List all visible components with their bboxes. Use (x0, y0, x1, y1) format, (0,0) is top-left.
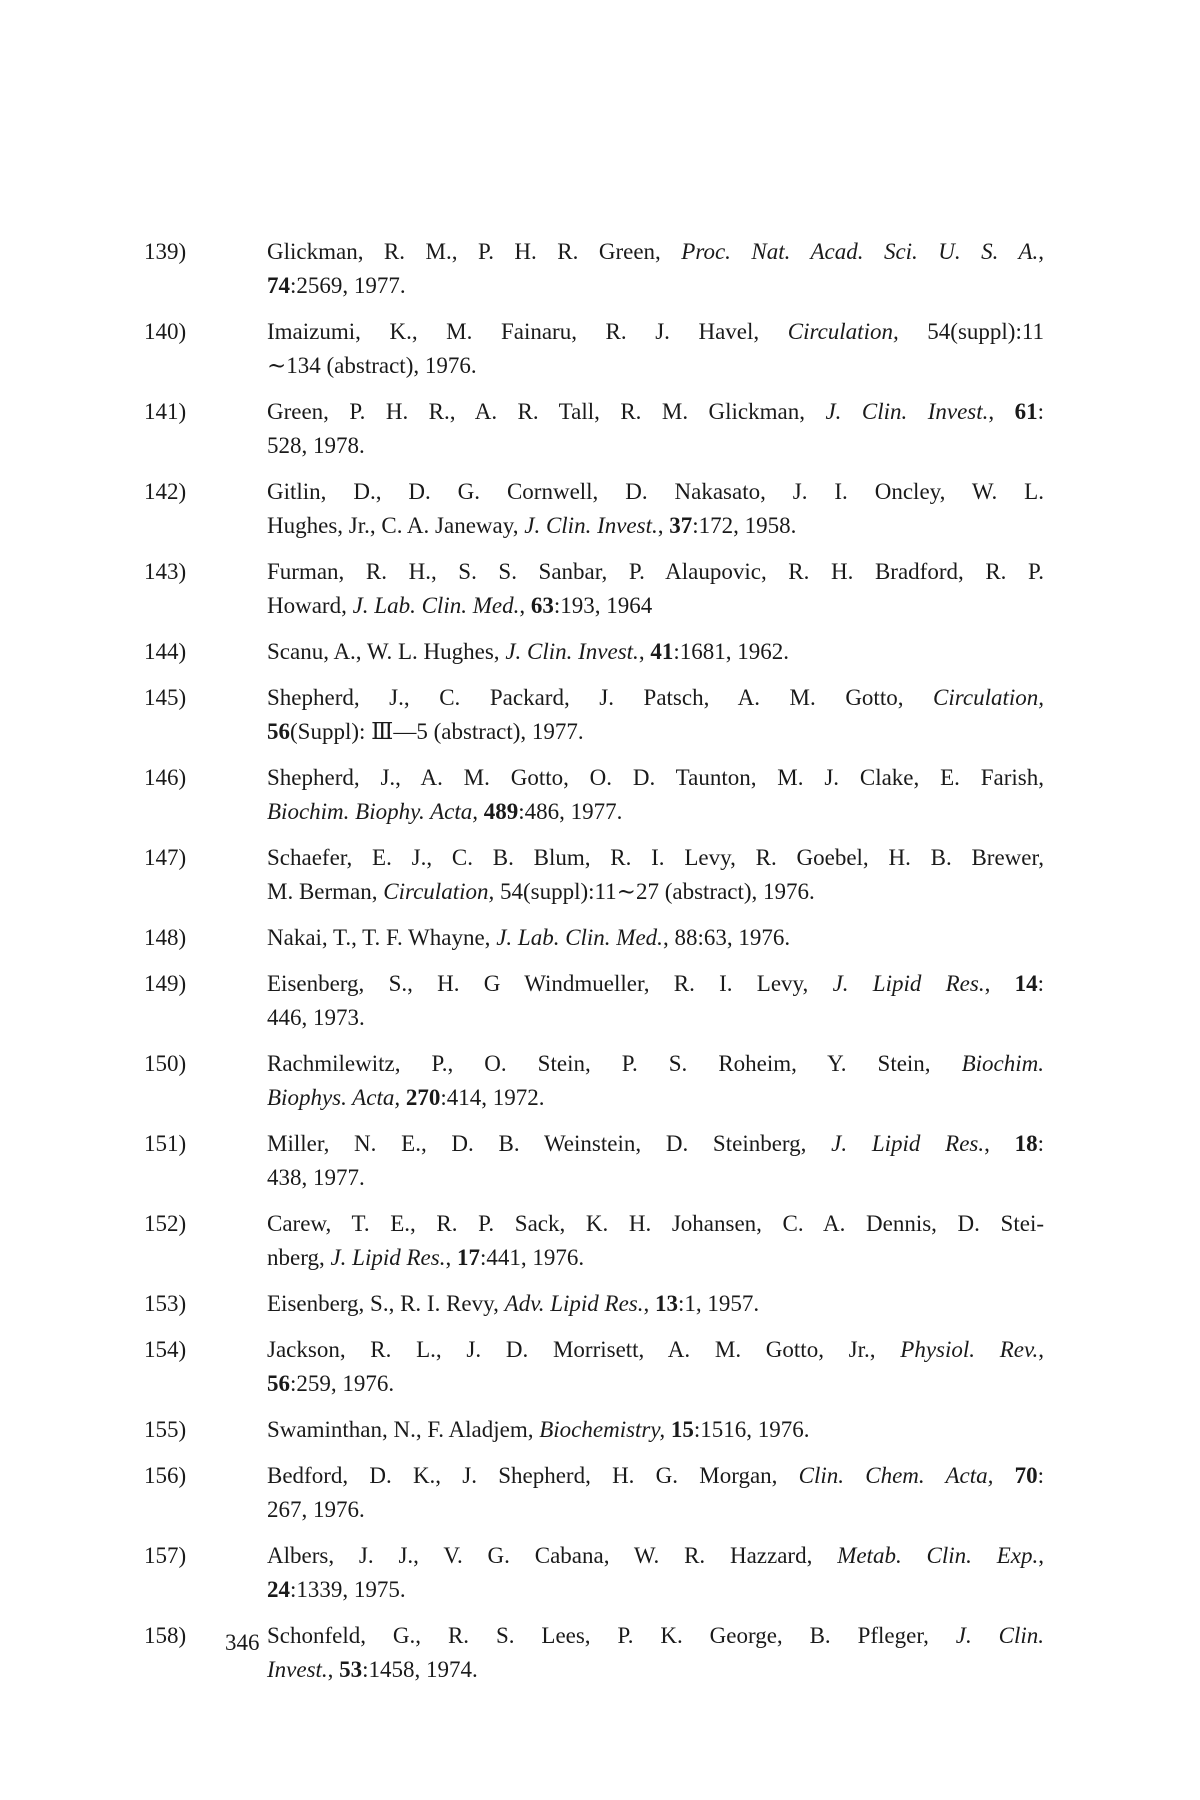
reference-volume: 17 (456, 1245, 480, 1270)
reference-item (144, 555, 1044, 623)
reference-italic-segment: Invest. (267, 1657, 328, 1682)
reference-line (267, 1127, 1044, 1161)
reference-item (144, 681, 1044, 749)
reference-text: , (519, 593, 531, 618)
reference-item (144, 635, 1044, 669)
reference-line (267, 1573, 1044, 1607)
reference-text: nberg, (267, 1245, 331, 1270)
reference-item (144, 475, 1044, 543)
reference-text: : (1037, 1131, 1045, 1156)
reference-text: :1, 1957. (678, 1291, 760, 1316)
reference-volume: 37 (669, 513, 693, 538)
reference-text: Shepherd, J., A. M. Gotto, O. D. Taunton, M. J. Clake, E. Farish, (267, 765, 1044, 790)
reference-text: :259, 1976. (290, 1371, 395, 1396)
reference-line (267, 1207, 1044, 1241)
reference-item (144, 841, 1044, 909)
reference-text: : (1037, 971, 1045, 996)
reference-text: :193, 1964 (553, 593, 653, 618)
reference-text: Eisenberg, S., H. G Windmueller, R. I. Levy, (267, 971, 833, 996)
reference-line (267, 395, 1044, 429)
reference-text: :1458, 1974. (362, 1657, 478, 1682)
reference-text: (Suppl): Ⅲ—5 (abstract), 1977. (290, 719, 584, 744)
reference-volume: 24 (267, 1577, 290, 1602)
reference-italic-segment: Circulation, (787, 319, 899, 344)
page-number: 346 (225, 1630, 260, 1655)
reference-volume: 56 (267, 719, 290, 744)
reference-number: 154) (144, 1337, 187, 1362)
reference-line (267, 1161, 1044, 1195)
reference-text: 528, 1978. (267, 433, 365, 458)
reference-number: 148) (144, 925, 187, 950)
reference-line (267, 315, 1044, 349)
reference-text: :1681, 1962. (673, 639, 789, 664)
reference-text: Imaizumi, K., M. Fainaru, R. J. Havel, (267, 319, 788, 344)
reference-volume: 63 (530, 593, 554, 618)
reference-item (144, 1127, 1045, 1195)
reference-italic-segment: Clin. Chem. Acta, (798, 1463, 994, 1488)
reference-text: :486, 1977. (518, 799, 623, 824)
reference-item (144, 395, 1045, 463)
reference-italic-segment: J. Lipid Res. (831, 1131, 985, 1156)
reference-item (144, 1333, 1045, 1401)
reference-item (144, 967, 1045, 1035)
reference-italic-segment: J. Clin. Invest. (825, 399, 989, 424)
reference-line (267, 1333, 1044, 1367)
reference-line (267, 841, 1044, 875)
reference-number: 146) (144, 765, 187, 790)
reference-text: 446, 1973. (267, 1005, 365, 1030)
reference-number: 156) (144, 1463, 187, 1488)
reference-text: , (445, 1245, 457, 1270)
reference-text: , (657, 513, 670, 538)
reference-text: Schaefer, E. J., C. B. Blum, R. I. Levy, R. Goebel, H. B. Brewer, (267, 845, 1044, 870)
reference-number: 151) (144, 1131, 187, 1156)
reference-italic-segment: Proc. Nat. Acad. Sci. U. S. A. (681, 239, 1039, 264)
reference-number: 139) (144, 239, 187, 264)
reference-text: :414, 1972. (440, 1085, 545, 1110)
reference-text: , (988, 399, 1015, 424)
reference-volume: 270 (405, 1085, 441, 1110)
reference-volume: 15 (670, 1417, 694, 1442)
reference-line (267, 1241, 1044, 1275)
reference-number: 141) (144, 399, 187, 424)
reference-text: Nakai, T., T. F. Whayne, (267, 925, 497, 950)
reference-volume: 74 (267, 273, 290, 298)
reference-volume: 53 (339, 1657, 363, 1682)
reference-line (267, 1287, 1044, 1321)
reference-line (267, 761, 1044, 795)
reference-italic-segment: Biochim. (961, 1051, 1044, 1076)
reference-text: , (984, 971, 1015, 996)
reference-text: :1339, 1975. (290, 1577, 406, 1602)
reference-item (144, 1047, 1044, 1115)
reference-italic-segment: J. Clin. Invest. (505, 639, 639, 664)
reference-item (144, 1539, 1044, 1607)
reference-italic-segment: Adv. Lipid Res. (504, 1291, 644, 1316)
reference-line (267, 589, 1044, 623)
reference-volume: 70 (1014, 1463, 1038, 1488)
reference-line (267, 555, 1044, 589)
reference-number: 144) (144, 639, 187, 664)
reference-number: 152) (144, 1211, 187, 1236)
reference-line (267, 1459, 1044, 1493)
reference-number: 158) (144, 1623, 187, 1648)
reference-number: 155) (144, 1417, 187, 1442)
reference-text: , (327, 1657, 340, 1682)
reference-line (267, 475, 1044, 509)
reference-line (267, 795, 1044, 829)
reference-text: : (1037, 399, 1045, 424)
reference-text: Shepherd, J., C. Packard, J. Patsch, A. M. Gotto, (267, 685, 934, 710)
reference-line (267, 635, 1044, 669)
reference-text: Carew, T. E., R. P. Sack, K. H. Johansen, C. A. Dennis, D. Stei- (267, 1211, 1044, 1236)
reference-line (267, 1539, 1044, 1573)
reference-italic-segment: Circulation, (383, 879, 495, 904)
reference-text (993, 1463, 1014, 1488)
reference-text: Miller, N. E., D. B. Weinstein, D. Steinberg, (267, 1131, 832, 1156)
reference-italic-segment: J. Clin. (955, 1623, 1044, 1648)
reference-line (267, 681, 1044, 715)
reference-italic-segment: J. Lipid Res. (330, 1245, 446, 1270)
reference-number: 149) (144, 971, 187, 996)
reference-line (267, 1619, 1044, 1653)
reference-line (267, 1653, 1044, 1687)
reference-text: :441, 1976. (479, 1245, 585, 1270)
reference-volume: 61 (1014, 399, 1038, 424)
reference-number: 150) (144, 1051, 187, 1076)
reference-number: 147) (144, 845, 187, 870)
reference-number: 145) (144, 685, 187, 710)
reference-line (267, 1047, 1044, 1081)
reference-text: Bedford, D. K., J. Shepherd, H. G. Morgan, (267, 1463, 799, 1488)
reference-text: :172, 1958. (692, 513, 797, 538)
reference-text: Rachmilewitz, P., O. Stein, P. S. Roheim, Y. Stein, (267, 1051, 962, 1076)
reference-text: Green, P. H. R., A. R. Tall, R. M. Glickman, (267, 399, 826, 424)
reference-italic-segment: Circulation, (933, 685, 1044, 710)
reference-line (267, 349, 1044, 383)
reference-text: Jackson, R. L., J. D. Morrisett, A. M. Gotto, Jr., (267, 1337, 901, 1362)
reference-text: , (1038, 239, 1044, 264)
reference-text: 267, 1976. (267, 1497, 365, 1522)
reference-text: :1516, 1976. (693, 1417, 810, 1442)
reference-volume: 18 (1014, 1131, 1038, 1156)
reference-text: , (1038, 1337, 1045, 1362)
reference-line (267, 1413, 1044, 1447)
reference-line (267, 967, 1044, 1001)
reference-text: Glickman, R. M., P. H. R. Green, (267, 239, 682, 264)
reference-volume: 41 (650, 639, 674, 664)
reference-text: Gitlin, D., D. G. Cornwell, D. Nakasato, J. I. Oncley, W. L. (267, 479, 1044, 504)
reference-line (267, 875, 1044, 909)
reference-italic-segment: Metab. Clin. Exp. (837, 1543, 1039, 1568)
reference-text: , 88:63, 1976. (662, 925, 791, 950)
reference-number: 140) (144, 319, 187, 344)
reference-volume: 56 (267, 1371, 290, 1396)
reference-item (144, 1287, 1044, 1321)
reference-volume: 14 (1014, 971, 1038, 996)
reference-item (144, 1207, 1044, 1275)
reference-italic-segment: J. Lab. Clin. Med. (352, 593, 520, 618)
reference-text: 54(suppl):11 (898, 319, 1044, 344)
reference-text: Hughes, Jr., C. A. Janeway, (267, 513, 525, 538)
reference-text: Swaminthan, N., F. Aladjem, (267, 1417, 540, 1442)
reference-item (144, 1413, 1044, 1447)
reference-line (267, 235, 1044, 269)
reference-text: Eisenberg, S., R. I. Revy, (267, 1291, 505, 1316)
reference-item (144, 761, 1044, 829)
reference-line (267, 1001, 1044, 1035)
reference-italic-segment: J. Lipid Res. (832, 971, 985, 996)
reference-number: 153) (144, 1291, 187, 1316)
reference-text: , (638, 639, 651, 664)
reference-text: ∼134 (abstract), 1976. (267, 353, 477, 378)
reference-line (267, 269, 1044, 303)
reference-line (267, 429, 1044, 463)
reference-text: :2569, 1977. (290, 273, 406, 298)
reference-text: , (643, 1291, 655, 1316)
reference-volume: 489 (483, 799, 519, 824)
reference-italic-segment: Physiol. Rev. (900, 1337, 1039, 1362)
reference-text: Scanu, A., W. L. Hughes, (267, 639, 506, 664)
reference-text: M. Berman, (267, 879, 384, 904)
reference-line (267, 921, 1044, 955)
reference-text: 54(suppl):11∼27 (abstract), 1976. (494, 879, 815, 904)
reference-text: 438, 1977. (267, 1165, 365, 1190)
reference-item (144, 921, 1044, 955)
reference-italic-segment: Biochim. Biophy. Acta, (267, 799, 479, 824)
reference-number: 142) (144, 479, 187, 504)
reference-text: Furman, R. H., S. S. Sanbar, P. Alaupovic, R. H. Bradford, R. P. (267, 559, 1044, 584)
reference-line (267, 715, 1044, 749)
reference-volume: 13 (655, 1291, 678, 1316)
reference-item (144, 235, 1044, 303)
reference-number: 157) (144, 1543, 187, 1568)
reference-text: , (984, 1131, 1015, 1156)
reference-line (267, 509, 1044, 543)
reference-line (267, 1493, 1044, 1527)
reference-number: 143) (144, 559, 187, 584)
reference-item (144, 315, 1044, 383)
reference-italic-segment: J. Clin. Invest. (524, 513, 658, 538)
reference-italic-segment: Biochemistry, (539, 1417, 666, 1442)
reference-line (267, 1367, 1044, 1401)
reference-line (267, 1081, 1044, 1115)
reference-text: , (1038, 1543, 1044, 1568)
reference-text: Albers, J. J., V. G. Cabana, W. R. Hazzard, (267, 1543, 838, 1568)
reference-text: Howard, (267, 593, 353, 618)
reference-item (144, 1459, 1045, 1527)
reference-italic-segment: Biophys. Acta, (267, 1085, 401, 1110)
reference-text: : (1037, 1463, 1045, 1488)
reference-italic-segment: J. Lab. Clin. Med. (496, 925, 663, 950)
reference-text: Schonfeld, G., R. S. Lees, P. K. George, B. Pfleger, (267, 1623, 956, 1648)
